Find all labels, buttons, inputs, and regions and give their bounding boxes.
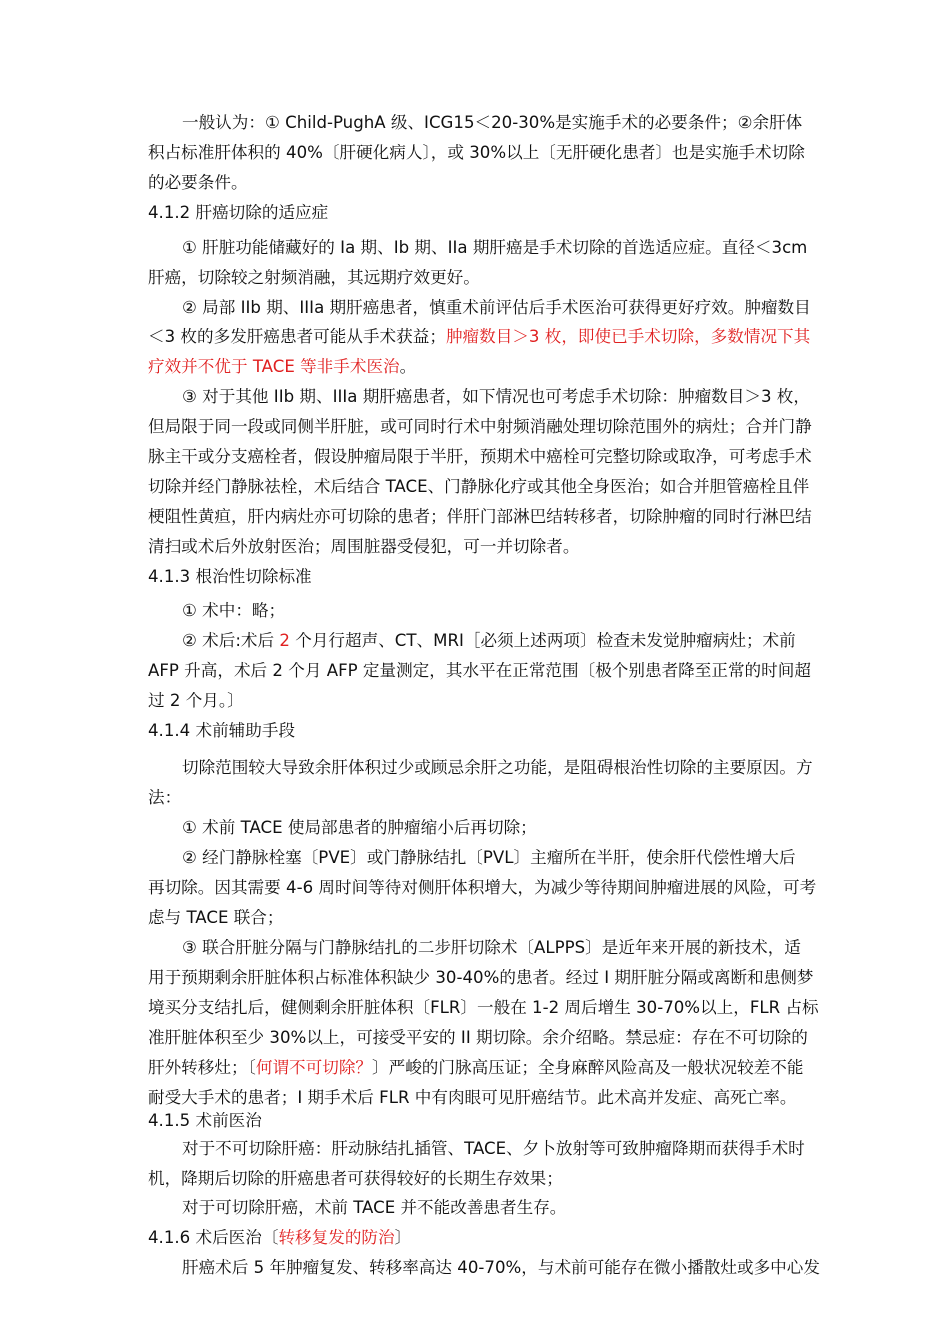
paragraph-line: 境买分支结扎后，健侧剩余肝脏体积〔FLR〕一般在 1-2 周后增生 30-70%以上，FLR 占标 <box>148 998 819 1017</box>
section-heading: 4.1.4 术前辅助手段 <box>148 721 296 740</box>
section-heading: 4.1.5 术前医治 <box>148 1111 262 1130</box>
paragraph-line: ① 肝脏功能储藏好的 Ia 期、Ib 期、IIa 期肝癌是手术切除的首选适应症。直径＜3cm <box>182 238 808 257</box>
paragraph-line: ＜3 枚的多发肝癌患者可能从手术获益；肿瘤数目＞3 枚，即使已手术切除，多数情况下其 <box>148 327 811 346</box>
section-heading: 4.1.3 根治性切除标准 <box>148 567 312 586</box>
paragraph-line: ① 术前 TACE 使局部患者的肿瘤缩小后再切除； <box>182 818 537 837</box>
paragraph-line: 积占标准肝体积的 40%〔肝硬化病人〕，或 30%以上〔无肝硬化患者〕也是实施手术切除 <box>148 143 805 162</box>
paragraph-line: 用于预期剩余肝脏体积占标准体积缺少 30-40%的患者。经过 I 期肝脏分隔或离断和患侧梦 <box>148 968 814 987</box>
paragraph-line: ② 术后:术后 2 个月行超声、CT、MRI［必须上述两项〕检查未发觉肿瘤病灶；术前 <box>182 631 796 650</box>
paragraph-line: 对于可切除肝癌，术前 TACE 并不能改善患者生存。 <box>182 1198 567 1217</box>
paragraph-line: 肝癌，切除较之射频消融，其远期疗效更好。 <box>148 268 480 287</box>
section-heading: 4.1.6 术后医治〔转移复发的防治〕 <box>148 1228 412 1247</box>
paragraph-line: AFP 升高，术后 2 个月 AFP 定量测定，其水平在正常范围〔极个别患者降至正常的时间超 <box>148 661 811 680</box>
paragraph-line: ② 经门静脉栓塞〔PVE〕或门静脉结扎〔PVL〕主瘤所在半肝，使余肝代偿性增大后 <box>182 848 796 867</box>
paragraph-line: 切除范围较大导致余肝体积过少或顾忌余肝之功能，是阻碍根治性切除的主要原因。方 <box>182 758 813 777</box>
section-heading: 4.1.2 肝癌切除的适应症 <box>148 203 329 222</box>
paragraph-line: 脉主干或分支癌栓者，假设肿瘤局限于半肝，预期术中癌栓可完整切除或取净，可考虑手术 <box>148 447 812 466</box>
paragraph-line: ② 局部 IIb 期、IIIa 期肝癌患者，慎重术前评估后手术医治可获得更好疗效。肿瘤数目 <box>182 298 811 317</box>
paragraph-line: 虑与 TACE 联合； <box>148 908 284 927</box>
paragraph-line: 但局限于同一段或同侧半肝脏，或可同时行术中射频消融处理切除范围外的病灶；合并门静 <box>148 417 812 436</box>
highlighted-text: 疗效并不优于 TACE 等非手术医治 <box>148 357 400 376</box>
highlighted-text: 转移复发的防治 <box>278 1228 395 1247</box>
paragraph-line: 耐受大手术的患者；I 期手术后 FLR 中有肉眼可见肝癌结节。此术高并发症、高死亡率。 <box>148 1088 797 1107</box>
paragraph-line: 的必要条件。 <box>148 173 248 192</box>
paragraph-line: 法： <box>148 788 182 807</box>
paragraph-line: ① 术中：略； <box>182 601 286 620</box>
paragraph-line: 切除并经门静脉祛栓，术后结合 TACE、门静脉化疗或其他全身医治；如合并胆管癌栓且伴 <box>148 477 810 496</box>
paragraph-line: 机，降期后切除的肝癌患者可获得较好的长期生存效果； <box>148 1169 563 1188</box>
paragraph-line: ③ 对于其他 IIb 期、IIIa 期肝癌患者，如下情况也可考虑手术切除：肿瘤数目＞3 枚， <box>182 387 810 406</box>
paragraph-line: 疗效并不优于 TACE 等非手术医治。 <box>148 357 417 376</box>
paragraph-line: 过 2 个月。〕 <box>148 691 244 710</box>
paragraph-line: 对于不可切除肝癌：肝动脉结扎插管、TACE、夕卜放射等可致肿瘤降期而获得手术时 <box>182 1139 805 1158</box>
paragraph-line: 准肝脏体积至少 30%以上，可接受平安的 II 期切除。余介绍略。禁忌症：存在不可切除的 <box>148 1028 808 1047</box>
paragraph-line: 肝外转移灶；〔何谓不可切除？〕严峻的门脉高压证；全身麻醉风险高及一般状况较差不能 <box>148 1058 804 1077</box>
highlighted-text: 肿瘤数目＞3 枚，即使已手术切除，多数情况下其 <box>445 327 811 346</box>
paragraph-line: 再切除。因其需要 4-6 周时间等待对侧肝体积增大，为减少等待期间肿瘤进展的风险，可考 <box>148 878 817 897</box>
paragraph-line: 一般认为：① Child-PughA 级、ICG15＜20-30%是实施手术的必要条件；②余肝体 <box>182 113 803 132</box>
paragraph-line: 肝癌术后 5 年肿瘤复发、转移率高达 40-70%，与术前可能存在微小播散灶或多中心发 <box>182 1258 820 1277</box>
highlighted-text: 何谓不可切除？ <box>255 1058 373 1077</box>
paragraph-line: ③ 联合肝脏分隔与门静脉结扎的二步肝切除术〔ALPPS〕是近年来开展的新技术，适 <box>182 938 801 957</box>
highlighted-text: 2 <box>279 631 290 650</box>
paragraph-line: 梗阻性黄疸，肝内病灶亦可切除的患者；伴肝门部淋巴结转移者，切除肿瘤的同时行淋巴结 <box>148 507 812 526</box>
paragraph-line: 清扫或术后外放射医治；周围脏器受侵犯，可一并切除者。 <box>148 537 580 556</box>
